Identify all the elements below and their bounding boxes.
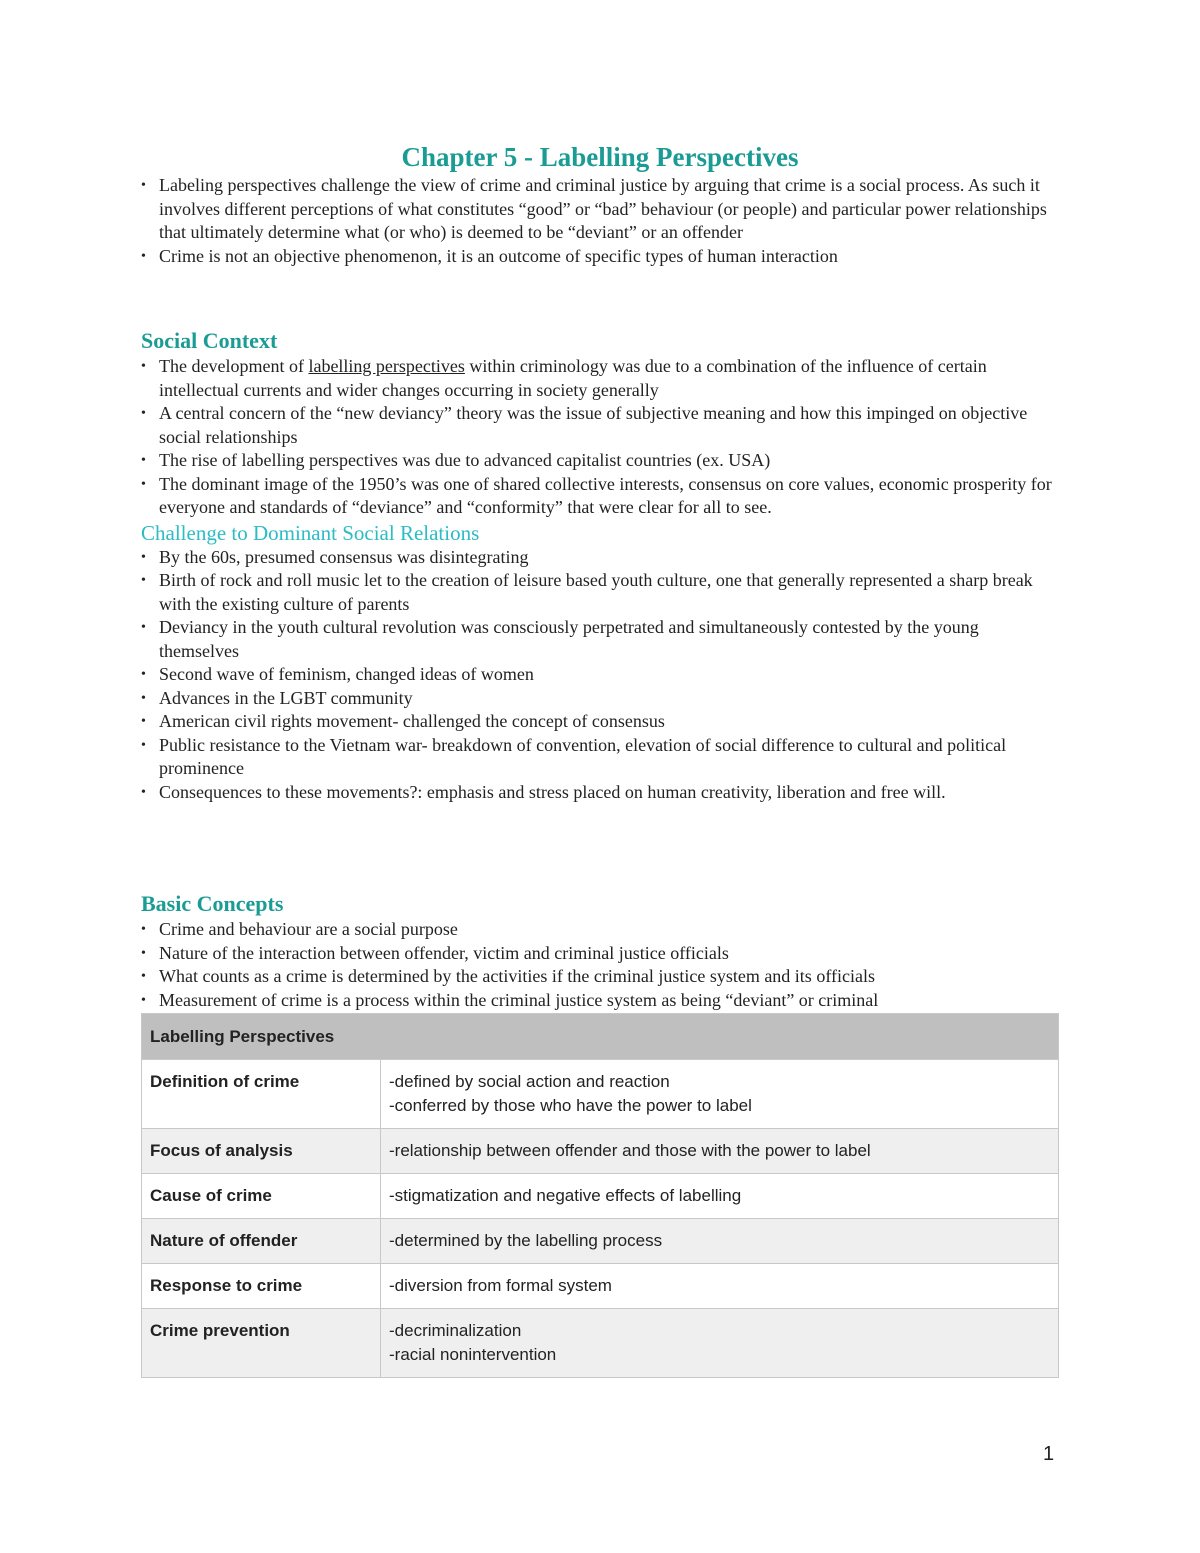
page-title: Chapter 5 - Labelling Perspectives [401, 142, 799, 172]
row-value: -stigmatization and negative effects of labelling [381, 1174, 1059, 1219]
table-header-cell: Labelling Perspectives [142, 1014, 1059, 1060]
list-item: • Consequences to these movements?: emphasis and stress placed on human creativity, liberation and free will. [141, 781, 1061, 805]
list-item: • Second wave of feminism, changed ideas of women [141, 663, 1061, 687]
table-row [142, 1219, 1059, 1264]
list-item: • By the 60s, presumed consensus was disintegrating [141, 546, 1061, 570]
list-item: • Deviancy in the youth cultural revolution was consciously perpetrated and simultaneously contested by the young themselves [141, 616, 1061, 663]
row-value-line: -conferred by those who have the power to label [389, 1096, 752, 1115]
list-item: • Measurement of crime is a process within the criminal justice system as being “deviant” or criminal [141, 989, 1061, 1013]
underlined-term: labelling perspectives [308, 356, 465, 376]
row-value [381, 1060, 1059, 1129]
challenge-list [141, 546, 1061, 805]
row-label: Response to crime [142, 1264, 381, 1309]
list-item: • American civil rights movement- challenged the concept of consensus [141, 710, 1061, 734]
list-item: • A central concern of the “new deviancy” theory was the issue of subjective meaning and how this impinged on objective social relationships [141, 402, 1061, 449]
basic-concepts-list [141, 918, 1061, 1012]
table-row [142, 1309, 1059, 1378]
table-row [142, 1264, 1059, 1309]
social-context-list [141, 355, 1061, 520]
list-item-text: within criminology was due to a combination of the influence of certain intellectual currents and wider changes occurring in society generally [159, 356, 987, 400]
list-item: • Public resistance to the Vietnam war- breakdown of convention, elevation of social difference to cultural and political prominence [141, 734, 1061, 781]
list-item: • Nature of the interaction between offender, victim and criminal justice officials [141, 942, 1061, 966]
row-value-line: -decriminalization [389, 1321, 522, 1340]
list-item: • The dominant image of the 1950’s was one of shared collective interests, consensus on core values, economic prosperity for everyone and standards of “deviance” and “conformity” that were clear for all to see. [141, 473, 1061, 520]
row-value-line: -racial nonintervention [389, 1345, 557, 1364]
list-item: • Labeling perspectives challenge the view of crime and criminal justice by arguing that crime is a social process. As such it involves different perceptions of what constitutes “good” or “bad” behaviour (or people) and particular power relationships that ultimately determine what (or who) is deemed to be “deviant” or an offender [141, 174, 1061, 245]
intro-list [141, 174, 1061, 268]
list-item: • Advances in the LGBT community [141, 687, 1061, 711]
list-item: • The rise of labelling perspectives was due to advanced capitalist countries (ex. USA) [141, 449, 1061, 473]
row-label: Crime prevention [142, 1309, 381, 1378]
table-row [142, 1174, 1059, 1219]
row-label: Definition of crime [142, 1060, 381, 1129]
social-context-section [141, 327, 1061, 804]
table-header-row [142, 1014, 1059, 1060]
basic-concepts-section [141, 890, 1061, 1012]
section-heading-social-context: Social Context [141, 328, 278, 353]
row-value [381, 1309, 1059, 1378]
row-value-line: -defined by social action and reaction [389, 1072, 670, 1091]
row-label: Nature of offender [142, 1219, 381, 1264]
row-label: Focus of analysis [142, 1129, 381, 1174]
list-item: • What counts as a crime is determined by the activities if the criminal justice system and its officials [141, 965, 1061, 989]
list-item: • Crime and behaviour are a social purpose [141, 918, 1061, 942]
section-heading-challenge: Challenge to Dominant Social Relations [141, 520, 480, 545]
row-value: -relationship between offender and those with the power to label [381, 1129, 1059, 1174]
row-label: Cause of crime [142, 1174, 381, 1219]
list-item-text: The development of [159, 356, 309, 376]
list-item: • Crime is not an objective phenomenon, it is an outcome of specific types of human interaction [141, 245, 1061, 269]
labelling-perspectives-table [141, 1013, 1059, 1378]
section-heading-basic-concepts: Basic Concepts [141, 891, 284, 916]
page-number: 1 [1043, 1443, 1055, 1465]
table-row [142, 1129, 1059, 1174]
table-row [142, 1060, 1059, 1129]
list-item [141, 355, 1061, 402]
row-value: -diversion from formal system [381, 1264, 1059, 1309]
row-value: -determined by the labelling process [381, 1219, 1059, 1264]
list-item: • Birth of rock and roll music let to the creation of leisure based youth culture, one that generally represented a sharp break with the existing culture of parents [141, 569, 1061, 616]
